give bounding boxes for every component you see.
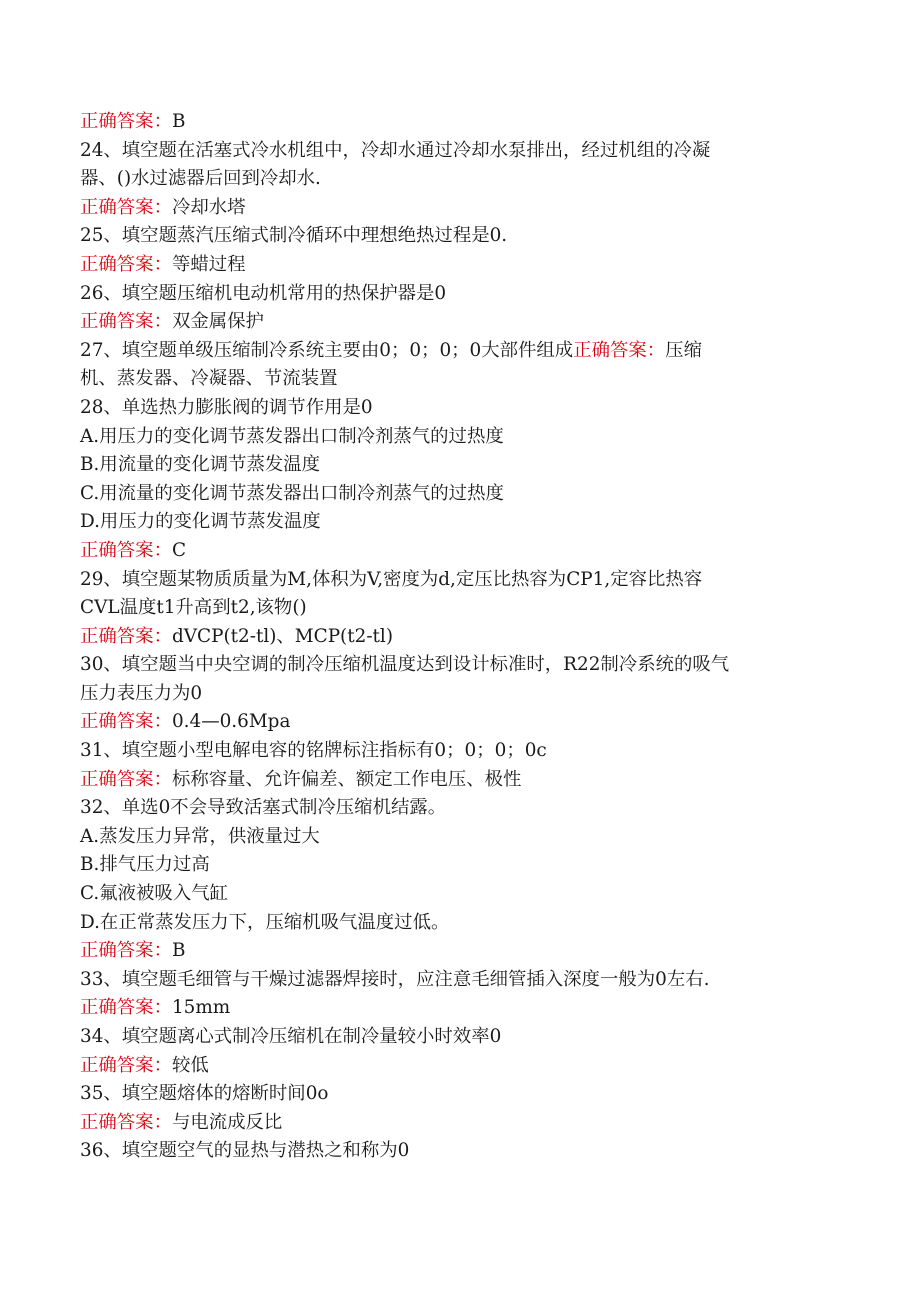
question-text: A.蒸发压力异常，供液量过大 bbox=[80, 825, 320, 847]
answer-line bbox=[80, 708, 850, 737]
answer-text: B bbox=[171, 111, 186, 132]
question-text: 25、填空题蒸汽压缩式制冷循环中理想绝热过程是0. bbox=[80, 225, 508, 247]
answer-line bbox=[80, 194, 850, 223]
question-text: CVL温度t1升高到t2,该物() bbox=[80, 597, 307, 619]
answer-text: C bbox=[171, 539, 187, 561]
answer-line bbox=[80, 994, 850, 1023]
answer-line bbox=[80, 1109, 850, 1138]
question-text: B.排气压力过高 bbox=[80, 854, 210, 876]
answer-text: 与电流成反比 bbox=[171, 1111, 283, 1133]
text-line bbox=[80, 966, 850, 995]
answer-line bbox=[80, 623, 850, 652]
document-page bbox=[80, 108, 850, 1166]
answer-label: 正确答案： bbox=[573, 339, 666, 361]
answer-line bbox=[80, 537, 850, 566]
answer-text: 标称容量、允许偏差、额定工作电压、极性 bbox=[171, 768, 522, 790]
question-text: A.用压力的变化调节蒸发器出口制冷剂蒸气的过热度 bbox=[80, 425, 504, 447]
text-line bbox=[80, 651, 850, 680]
answer-text: 15mm bbox=[171, 997, 231, 1019]
answer-line bbox=[80, 108, 850, 137]
question-text: 30、填空题当中央空调的制冷压缩机温度达到设计标准时，R22制冷系统的吸气 bbox=[80, 654, 730, 676]
text-line bbox=[80, 851, 850, 880]
answer-line bbox=[80, 251, 850, 280]
text-line bbox=[80, 594, 850, 623]
question-text: 31、填空题小型电解电容的铭牌标注指标有0；0；0；0c bbox=[80, 740, 547, 762]
answer-label: 正确答案： bbox=[80, 625, 172, 647]
question-text: 24、填空题在活塞式冷水机组中，冷却水通过冷却水泵排出，经过机组的冷凝 bbox=[80, 139, 711, 161]
text-line bbox=[80, 1137, 850, 1166]
text-line bbox=[80, 394, 850, 423]
question-text: 34、填空题离心式制冷压缩机在制冷量较小时效率0 bbox=[80, 1026, 502, 1047]
text-line bbox=[80, 1080, 850, 1109]
text-line bbox=[80, 365, 850, 394]
answer-label: 正确答案： bbox=[80, 196, 172, 218]
text-line bbox=[80, 480, 850, 509]
answer-text: dVCP(t2-tl)、MCP(t2-tl) bbox=[171, 625, 393, 647]
answer-text: 0.4—0.6Mpa bbox=[171, 711, 291, 733]
answer-line bbox=[80, 308, 850, 337]
answer-text: 双金属保护 bbox=[171, 311, 264, 333]
answer-text: 较低 bbox=[171, 1054, 209, 1076]
question-text: 压力表压力为0 bbox=[80, 682, 203, 704]
text-line bbox=[80, 508, 850, 537]
answer-label: 正确答案： bbox=[80, 311, 172, 333]
answer-label: 正确答案： bbox=[80, 940, 172, 962]
question-text: B.用流量的变化调节蒸发温度 bbox=[80, 454, 321, 476]
question-text: 33、填空题毛细管与干燥过滤器焊接时，应注意毛细管插入深度一般为0左右. bbox=[80, 968, 710, 990]
answer-label: 正确答案： bbox=[80, 1054, 172, 1076]
text-line bbox=[80, 566, 850, 595]
text-line bbox=[80, 909, 850, 938]
question-text: 28、单选热力膨胀阀的调节作用是0 bbox=[80, 396, 373, 418]
text-line bbox=[80, 680, 850, 709]
text-line bbox=[80, 165, 850, 194]
text-line bbox=[80, 823, 850, 852]
answer-label: 正确答案： bbox=[80, 111, 172, 132]
question-text: 35、填空题熔体的熔断时间0o bbox=[80, 1083, 329, 1105]
question-text: 29、填空题某物质质量为M,体积为V,密度为d,定压比热容为CP1,定容比热容 bbox=[80, 568, 703, 590]
answer-text: 冷却水塔 bbox=[171, 196, 246, 218]
answer-label: 正确答案： bbox=[80, 711, 172, 733]
text-line bbox=[80, 423, 850, 452]
question-text: 器、()水过滤器后回到冷却水. bbox=[80, 168, 321, 190]
question-text: 36、填空题空气的显热与潜热之和称为0 bbox=[80, 1140, 410, 1162]
answer-label: 正确答案： bbox=[80, 253, 172, 275]
question-text: 32、单选0不会导致活塞式制冷压缩机结露。 bbox=[80, 797, 447, 819]
answer-text: B bbox=[171, 940, 186, 962]
answer-text: 压缩 bbox=[665, 339, 702, 361]
text-line bbox=[80, 794, 850, 823]
text-line bbox=[80, 137, 850, 166]
answer-label: 正确答案： bbox=[80, 1111, 172, 1133]
text-line bbox=[80, 737, 850, 766]
text-line bbox=[80, 451, 850, 480]
text-line bbox=[80, 1023, 850, 1052]
text-line bbox=[80, 280, 850, 309]
answer-line bbox=[80, 937, 850, 966]
answer-label: 正确答案： bbox=[80, 997, 172, 1019]
question-text: C.氟液被吸入气缸 bbox=[80, 883, 228, 905]
answer-label: 正确答案： bbox=[80, 768, 172, 790]
question-text: 27、填空题单级压缩制冷系统主要由0；0；0；0大部件组成 bbox=[80, 339, 574, 361]
question-text: 机、蒸发器、冷凝器、节流装置 bbox=[80, 368, 338, 390]
text-line bbox=[80, 880, 850, 909]
answer-line bbox=[80, 1052, 850, 1081]
answer-label: 正确答案： bbox=[80, 539, 172, 561]
answer-line bbox=[80, 766, 850, 795]
question-text: D.在正常蒸发压力下，压缩机吸气温度过低。 bbox=[80, 911, 450, 933]
text-line bbox=[80, 337, 850, 366]
text-line bbox=[80, 222, 850, 251]
question-text: D.用压力的变化调节蒸发温度 bbox=[80, 511, 321, 533]
question-text: 26、填空题压缩机电动机常用的热保护器是0 bbox=[80, 282, 447, 304]
question-text: C.用流量的变化调节蒸发器出口制冷剂蒸气的过热度 bbox=[80, 482, 504, 504]
answer-text: 等蜡过程 bbox=[171, 253, 246, 275]
